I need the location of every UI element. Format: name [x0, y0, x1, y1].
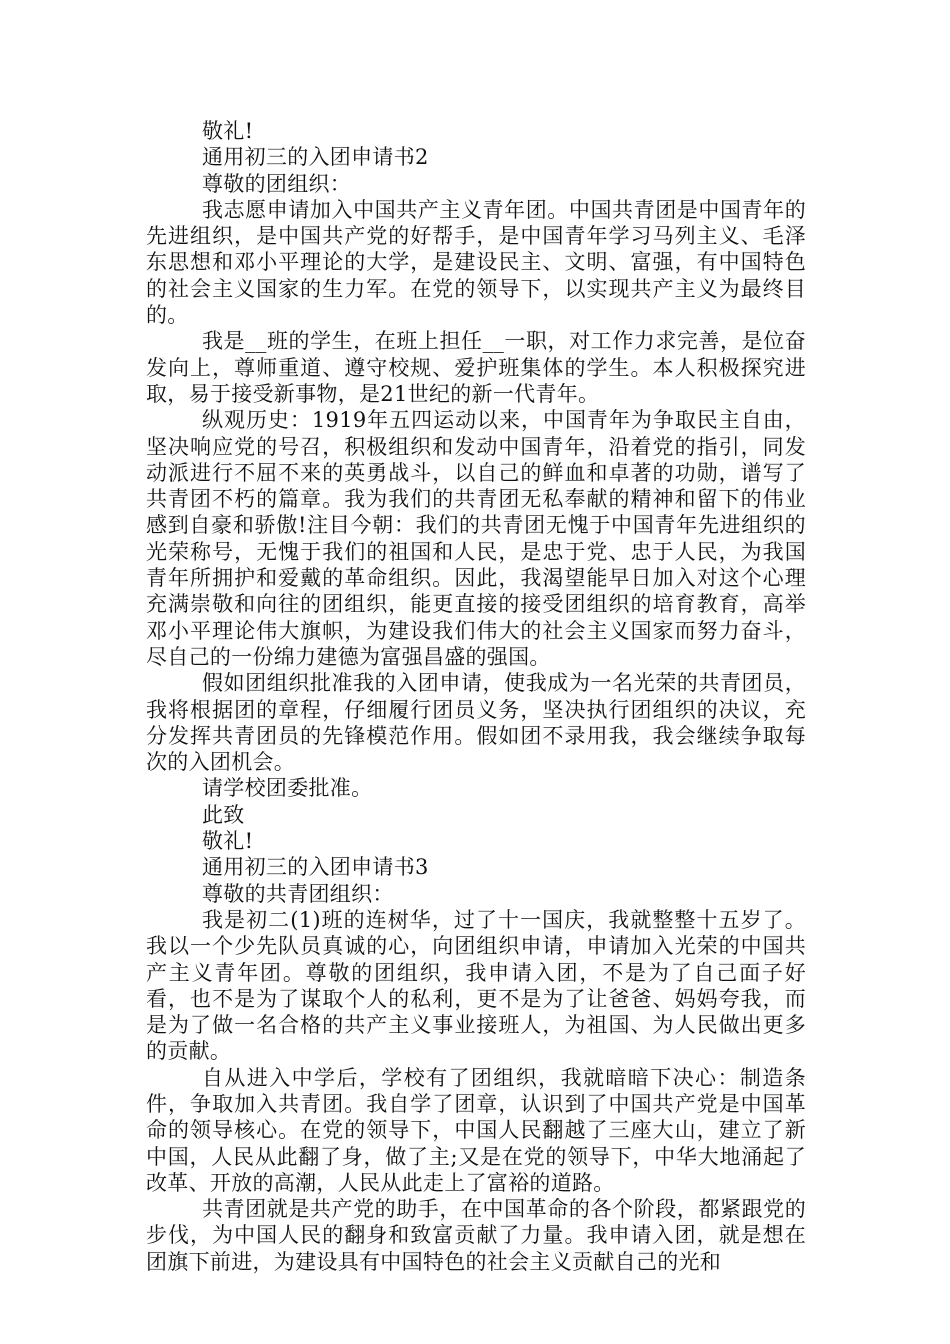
paragraph: 我志愿申请加入中国共产主义青年团。中国共青团是中国青年的先进组织，是中国共产党的好帮手，是中国青年学习马列主义、毛泽东思想和邓小平理论的大学，是建设民主、文明、富强，有中国特色的社会主义国家的生力军。在党的领导下，以实现共产主义为最终目的。	[146, 197, 806, 328]
paragraph: 共青团就是共产党的助手，在中国革命的各个阶段，都紧跟党的步伐，为中国人民的翻身和致富贡献了力量。我申请入团，就是想在团旗下前进，为建设具有中国特色的社会主义贡献自己的光和	[146, 1197, 806, 1274]
document-page	[146, 118, 806, 1275]
section-title-2: 通用初三的入团申请书2	[202, 145, 429, 170]
paragraph: 纵观历史：1919年五四运动以来，中国青年为争取民主自由，坚决响应党的号召，积极组织和发动中国青年，沿着党的指引，同发动派进行不屈不来的英勇战斗，以自己的鲜血和卓著的功勋，谱写了共青团不朽的篇章。我为我们的共青团无私奉献的精神和留下的伟业感到自豪和骄傲!注目今朝：我们的共青团无愧于中国青年先进组织的光荣称号，无愧于我们的祖国和人民，是忠于党、忠于人民，为我国青年所拥护和爱戴的革命组织。因此，我渴望能早日加入对这个心理充满崇敬和向往的团组织，能更直接的接受团组织的培育教育，高举邓小平理论伟大旗帜，为建设我们伟大的社会主义国家而努力奋斗，尽自己的一份绵力建德为富强昌盛的强国。	[146, 408, 806, 669]
request-line: 请学校团委批准。	[202, 776, 373, 801]
paragraph: 我是__班的学生，在班上担任__一职，对工作力求完善，是位奋发向上，尊师重道、遵守校规、爱护班集体的学生。本人积极探究进取，易于接受新事物，是21世纪的新一代青年。	[146, 329, 806, 406]
paragraph: 自从进入中学后，学校有了团组织，我就暗暗下决心：制造条件，争取加入共青团。我自学了团章，认识到了中国共产党是中国革命的领导核心。在党的领导下，中国人民翻越了三座大山，建立了新中国，人民从此翻了身，做了主;又是在党的领导下，中华大地涌起了改革、开放的高潮，人民从此走上了富裕的道路。	[146, 1065, 806, 1195]
salutation-3: 尊敬的共青团组织：	[202, 881, 394, 906]
paragraph: 我是初二(1)班的连树华，过了十一国庆，我就整整十五岁了。我以一个少先队员真诚的心，向团组织申请，申请加入光荣的中国共产主义青年团。尊敬的团组织，我申请入团，不是为了自己面子好看，也不是为了谋取个人的私利，更不是为了让爸爸、妈妈夸我，而是为了做一名合格的共产主义事业接班人，为祖国、为人民做出更多的贡献。	[146, 907, 806, 1064]
closing-salute: 敬礼!	[202, 829, 254, 854]
paragraph: 假如团组织批准我的入团申请，使我成为一名光荣的共青团员，我将根据团的章程，仔细履行团员义务，坚决执行团组织的决议，充分发挥共青团员的先锋模范作用。假如团不录用我，我会继续争取每次的入团机会。	[146, 671, 806, 775]
closing-cizhi: 此致	[202, 802, 245, 827]
salutation-2: 尊敬的团组织：	[202, 171, 352, 196]
section-title-3: 通用初三的入团申请书3	[202, 855, 429, 880]
closing-salute: 敬礼!	[202, 119, 254, 143]
